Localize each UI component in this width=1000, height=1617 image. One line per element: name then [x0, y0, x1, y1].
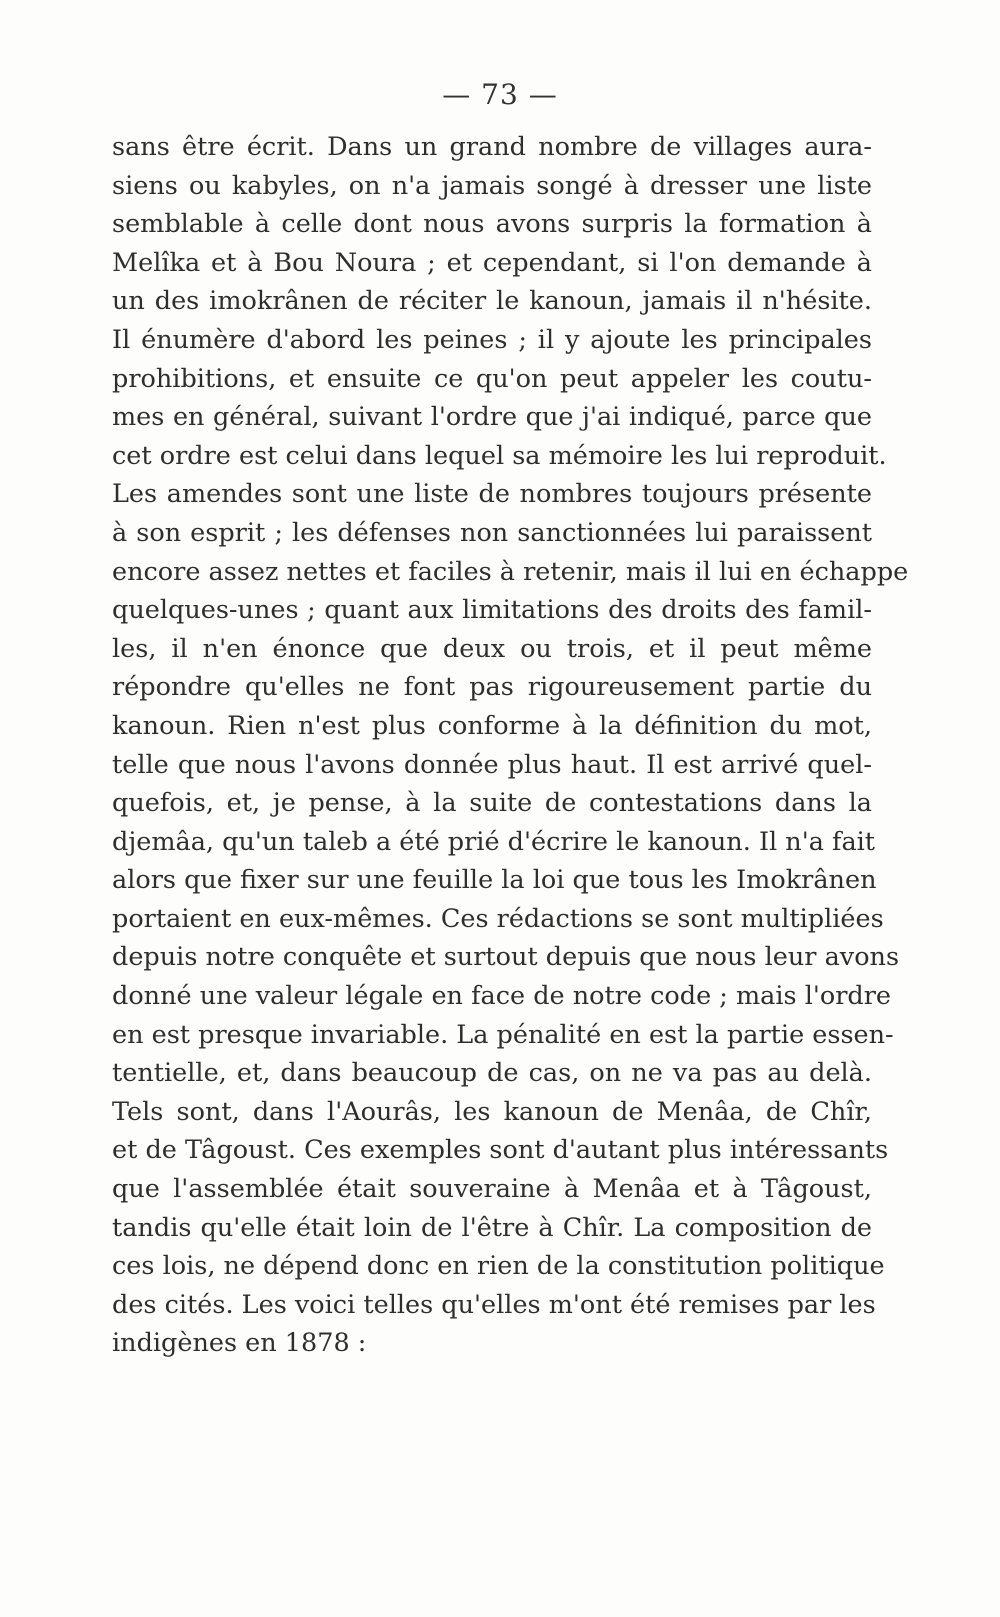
text-line: en est presque invariable. La pénalité en est la partie essen-: [112, 1019, 894, 1050]
text-line: un des imokrânen de réciter le kanoun, jamais il n'hésite.: [112, 286, 872, 317]
text-line: des cités. Les voici telles qu'elles m'ont été remises par les: [112, 1289, 876, 1320]
text-line: répondre qu'elles ne font pas rigoureusement partie du: [112, 672, 872, 703]
text-line: et de Tâgoust. Ces exemples sont d'autant plus intéressants: [112, 1135, 889, 1166]
text-line: à son esprit ; les défenses non sanctionnées lui paraissent: [112, 517, 872, 548]
text-line: ces lois, ne dépend donc en rien de la constitution politique: [112, 1251, 885, 1282]
text-line: alors que fixer sur une feuille la loi que tous les Imokrânen: [112, 865, 877, 896]
text-line: donné une valeur légale en face de notre code ; mais l'ordre: [112, 981, 892, 1012]
text-line: sans être écrit. Dans un grand nombre de villages aura-: [112, 132, 872, 162]
text-line: siens ou kabyles, on n'a jamais songé à dresser une liste: [112, 170, 872, 201]
text-line: Tels sont, dans l'Aourâs, les kanoun de Menâa, de Chîr,: [112, 1096, 872, 1127]
text-line: semblable à celle dont nous avons surpris la formation à: [112, 209, 872, 240]
body-text: [112, 128, 909, 1363]
text-line: mes en général, suivant l'ordre que j'ai indiqué, parce que: [112, 402, 872, 433]
text-line: cet ordre est celui dans lequel sa mémoire les lui reproduit.: [112, 440, 887, 471]
text-line: tentielle, et, dans beaucoup de cas, on ne va pas au delà.: [112, 1058, 872, 1089]
text-line: Melîka et à Bou Noura ; et cependant, si l'on demande à: [112, 247, 872, 278]
text-line: quelques-unes ; quant aux limitations des droits des famil-: [112, 595, 872, 626]
text-line: tandis qu'elle était loin de l'être à Chîr. La composition de: [112, 1212, 872, 1243]
text-line: prohibitions, et ensuite ce qu'on peut appeler les coutu-: [112, 363, 872, 394]
text-line: djemâa, qu'un taleb a été prié d'écrire le kanoun. Il n'a fait: [112, 826, 876, 857]
text-line: telle que nous l'avons donnée plus haut. Il est arrivé quel-: [112, 749, 872, 780]
text-line: depuis notre conquête et surtout depuis que nous leur avons: [112, 942, 900, 973]
text-line: encore assez nettes et faciles à retenir, mais il lui en échappe: [112, 556, 909, 587]
text-line: portaient en eux-mêmes. Ces rédactions se sont multipliées: [112, 903, 884, 934]
text-line: Les amendes sont une liste de nombres toujours présente: [112, 479, 872, 510]
text-line: les, il n'en énonce que deux ou trois, et il peut même: [112, 633, 872, 664]
text-line: kanoun. Rien n'est plus conforme à la définition du mot,: [112, 710, 872, 741]
text-line: que l'assemblée était souveraine à Menâa et à Tâgoust,: [112, 1174, 872, 1205]
text-line: quefois, et, je pense, à la suite de contestations dans la: [112, 788, 872, 819]
text-line: indigènes en 1878 :: [112, 1328, 367, 1359]
text-line: Il énumère d'abord les peines ; il y ajoute les principales: [112, 324, 872, 355]
page-number: — 73 —: [442, 78, 558, 111]
